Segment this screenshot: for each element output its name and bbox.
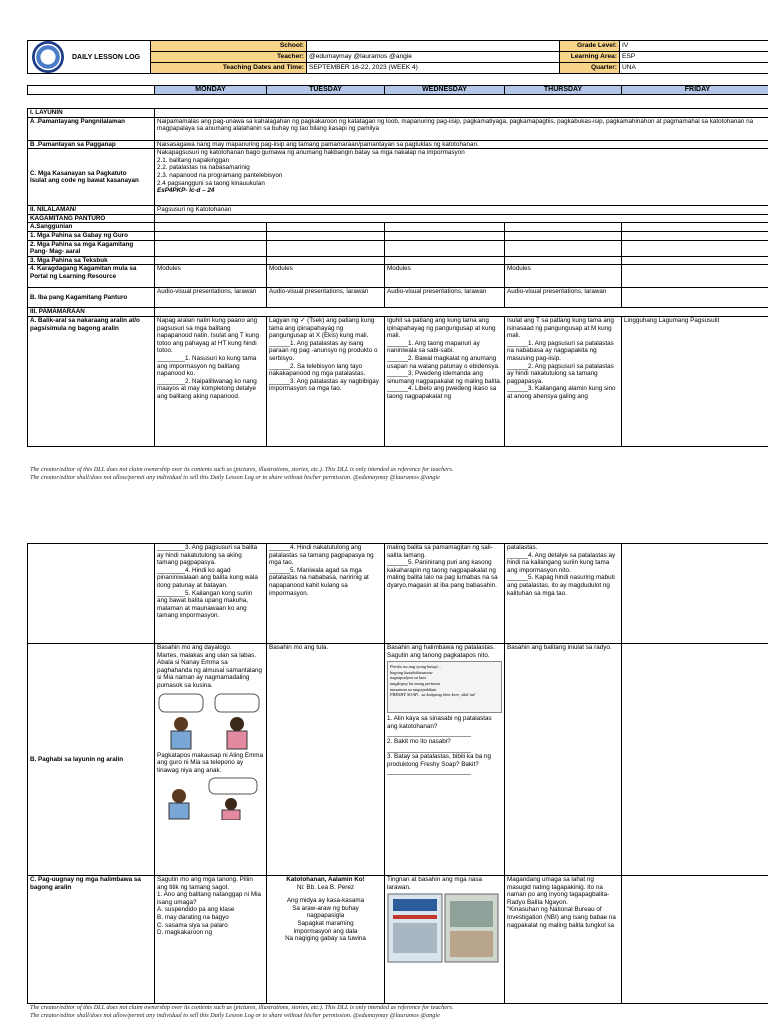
area-label: Learning Area: bbox=[560, 52, 620, 63]
kasanayan-cell bbox=[155, 149, 768, 206]
karagdagang-friday bbox=[622, 265, 768, 288]
empty-cell bbox=[505, 223, 622, 232]
pagganap-text: Naisasagawa nang may mapanuring pag-iisip ang tamang pamamaraan/pamantayan sa pagtuklas ng katotohanan. bbox=[155, 140, 768, 149]
news-photos bbox=[387, 893, 499, 963]
day-tuesday: TUESDAY bbox=[267, 86, 385, 95]
footer-line2: The creator/editor shall/does not allow/permit any individual to sell this Daily Lesson Log or to share without his/her permission. @edumaymay @lauramos @angie bbox=[30, 473, 440, 481]
nilalaman-text: Pagsusuri ng Katotohanan bbox=[155, 206, 768, 215]
balik-aral-cont-monday: ________3. Ang pagsusuri sa balita ay hindi nakatutulong sa aking tamang pagpapasya. ________4. Hindi ko agad pinaniniwalaan ang balita kung wala itong patunay at batayan. ________5. Kailangan kong suriin ang bawat balita upang makuha, malaman at maunawaan ko ang tamang impormasyon. bbox=[155, 544, 267, 644]
balik-aral-cont-thursday: patalastas. ______4. Ang detalye sa patalastas ay hindi na kailangang suriin kung tama ang impormasyon nito. ______5. Kapag hindi nasuring mabuti ang patalastas, ito ay magdudulot ng kalituhan sa mga tao. bbox=[505, 544, 622, 644]
dates-value: SEPTEMBER 18-22, 2023 (WEEK 4) bbox=[307, 63, 560, 74]
day-monday: MONDAY bbox=[155, 86, 267, 95]
empty-cell bbox=[28, 544, 155, 644]
footer-line1: The creator/editor of this DLL does not claim ownership over its contents such as (pictures, illustrations, stories, etc.). This DLL is only intended as reference for teachers. bbox=[30, 466, 454, 473]
empty-cell bbox=[622, 223, 768, 232]
empty-cell bbox=[622, 231, 768, 240]
lesson-table-page2 bbox=[27, 543, 768, 1004]
day-wednesday: WEDNESDAY bbox=[385, 86, 505, 95]
row-label-balik-aral: A. Balik-aral sa nakaraang aralin at/o pagsisimula ng bagong aralin bbox=[28, 316, 155, 446]
iba-monday: Audio-visual presentations, larawan bbox=[155, 288, 267, 308]
pangnilalaman-text: Naipamamalas ang pag-unawa sa kahalagahan ng pagkakaroon ng katatagan ng loob, mapanuring pag-iisip, pagkamatiyaga, pagkamapagtiis, pagkabukas-isip, pagkamahinahon at pagmamahal sa katotohanan na magpapalaya sa anumang alalahanin sa buhay ng tao bilang kasapi ng pamilya bbox=[155, 117, 768, 140]
paghabi-monday-cell bbox=[155, 644, 267, 876]
paghabi-wednesday-questions: 1. Alin kaya sa sinasabi ng patalastas ang katotohanan? ________________________ 2. Bakit mo ito nasabi? ________________________ 3. Batay sa patalastas, bibili ka ba ng produktong Freshy Soap? Bakit? ________________________ bbox=[387, 715, 492, 776]
header-table bbox=[27, 40, 768, 74]
paghabi-monday: Basahin mo ang dayalogo. Martes, malakas ang ulan sa labas. Abala si Nanay Emma sa paghahanda ng almusal samantalang si Mia naman ay nagmamadaling pumasok sa kusina. bbox=[157, 644, 263, 689]
header-title: DAILY LESSON LOG bbox=[71, 53, 141, 61]
paguugnay-wednesday: Tingnan at basahin ang mga nasa larawan. bbox=[387, 876, 482, 891]
quarter-value: UNA bbox=[620, 63, 768, 74]
paghabi-tuesday: Basahin mo ang tula. bbox=[267, 644, 385, 876]
row-label-gabay: 1. Mga Pahina sa Gabay ng Guro bbox=[28, 231, 155, 240]
school-value bbox=[307, 41, 560, 52]
area-value: ESP bbox=[620, 52, 768, 63]
balik-aral-thursday: Isulat ang T sa patlang kung tama ang isinasaad ng pangungusap at M kung mali. ______1. Ang pagsusuri sa patalastas na nababasa ay nagpapakita ng masusing pag-iisip. ______2. Ang pagsusuri sa patalastas ay hindi nakatutulong sa tamang pagpapasya. ______3. Kailangang alamin kung sino at anong ahensya galing ang bbox=[505, 316, 622, 446]
empty-cell bbox=[155, 109, 768, 118]
karagdagang-thursday: Modules bbox=[505, 265, 622, 288]
empty-cell bbox=[155, 231, 267, 240]
empty-cell bbox=[155, 308, 768, 317]
paghabi-friday bbox=[622, 644, 768, 876]
empty-cell bbox=[505, 231, 622, 240]
balik-aral-cont-wednesday: maling balita sa pamamagitan ng sali-salita lamang. ______5. Paninirang puri ang kasong kakaharapin ng taong nagpapakalat ng maling balita lalo na pag lumabas na sa dyaryo,magasin at iba pang babasahin. bbox=[385, 544, 505, 644]
paghabi-monday-after: Pagkatapos makausap ni Aling Emma ang guro ni Mia sa telepono ay tinawag niya ang anak. bbox=[157, 751, 264, 774]
balik-aral-monday: Napag aralan natin kung paano ang pagsusuri sa mga balitang napapanood natin. Isulat ang T kung totoo ang pahayag at HT kung hindi totoo. ________1. Nasusuri ko kung tama ang impormasyon ng balitang napanood ko. ________2. Naipaliliwanag ko nang maayos at may kompletong detalye ang balitang aking napanood. bbox=[155, 316, 267, 446]
empty-cell bbox=[622, 240, 768, 256]
karagdagang-wednesday: Modules bbox=[385, 265, 505, 288]
poem-author: Ni: Bb. Lea B. Perez bbox=[296, 883, 355, 891]
empty-cell bbox=[155, 256, 267, 265]
empty-cell bbox=[385, 231, 505, 240]
footer-line2: The creator/editor shall/does not allow/permit any individual to sell this Daily Lesson Log or to share without his/her permission. @edumaymay @lauramos @angie bbox=[30, 1011, 440, 1019]
footer-line1: The creator/editor of this DLL does not claim ownership over its contents such as (pictures, illustrations, stories, etc.). This DLL is only intended as reference for teachers. bbox=[30, 1004, 454, 1011]
empty-cell bbox=[622, 256, 768, 265]
section-kagamitan: KAGAMITANG PANTURO bbox=[28, 214, 155, 223]
days-blank bbox=[28, 86, 155, 95]
empty-cell bbox=[385, 223, 505, 232]
poem-title: Katotohanan, Aalamin Ko! bbox=[286, 876, 365, 883]
empty-cell bbox=[155, 223, 267, 232]
teacher-value: @edumaymay @lauramos @angie bbox=[307, 52, 560, 63]
karagdagang-tuesday: Modules bbox=[267, 265, 385, 288]
iba-tuesday: Audio-visual presentations, larawan bbox=[267, 288, 385, 308]
empty-cell bbox=[155, 214, 768, 223]
empty-cell bbox=[267, 231, 385, 240]
row-label-paghabi: B. Paghabi sa layunin ng aralin bbox=[28, 644, 155, 876]
paghabi-wednesday-cell bbox=[385, 644, 505, 876]
balik-aral-tuesday: Lagyan ng ✓ (Tsek) ang patlang kung tama ang ipinapahayag ng pangungusap at X (Ekis) kung mali. ______1. Ang patalastas ay isang paraan ng pag -anunsyo ng produkto o serbisyo. ______2. Sa telebisyon lang tayo nakakapanood ng mga patalastas. ______3. Ang patalastas ay nagbibigay impormasyon sa mga tao. bbox=[267, 316, 385, 446]
teacher-label: Teacher: bbox=[151, 52, 307, 63]
footer-page2 bbox=[30, 1004, 453, 1019]
lesson-table-page1 bbox=[27, 108, 768, 447]
phone-illustration bbox=[157, 776, 261, 820]
grade-value: IV bbox=[620, 41, 768, 52]
day-thursday: THURSDAY bbox=[505, 86, 622, 95]
paghabi-thursday: Basahin ang balitang iniulat sa radyo. bbox=[505, 644, 622, 876]
balik-aral-friday: Lingguhang Lagumang Pagsusulit bbox=[622, 316, 768, 446]
footer-page1 bbox=[30, 466, 453, 481]
empty-cell bbox=[622, 876, 768, 1004]
empty-cell bbox=[505, 240, 622, 256]
section-pamamaraan: III. PAMAMARAAN bbox=[28, 308, 155, 317]
dialogue-illustration bbox=[157, 692, 261, 750]
days-header bbox=[27, 85, 768, 95]
empty-cell bbox=[267, 256, 385, 265]
dates-label: Teaching Dates and Time: bbox=[151, 63, 307, 74]
paghabi-wednesday: Basahin ang halimbawa ng patalastas. Sagutin ang tanong pagkatapos nito. bbox=[387, 644, 495, 659]
kasanayan-code: EsP4PKP- Ic-d – 24 bbox=[157, 187, 215, 195]
day-friday: FRIDAY bbox=[622, 86, 768, 95]
paguugnay-tuesday-cell bbox=[267, 876, 385, 1004]
row-label-teksbuk: 3. Mga Pahina sa Teksbuk bbox=[28, 256, 155, 265]
section-layunin: I. LAYUNIN bbox=[28, 109, 155, 118]
school-label: School: bbox=[151, 41, 307, 52]
quarter-label: Quarter: bbox=[560, 63, 620, 74]
balik-aral-wednesday: Iguhit sa patlang ang kung tama ang ipinapahayag ng pangungusap at kung mali. ______1. Ang taong mapanuri ay naniniwala sa sabi-sabi. ______2. Bawal magkalat ng anumang usapan na walang patunay o ebidensya. ______3. Pwedeng idemanda ang sinumang nagpapakalat ng maling balita. ______4. Libelo ang pwedeng ikaso sa taong nagpapakalat ng bbox=[385, 316, 505, 446]
karagdagang-monday: Modules bbox=[155, 265, 267, 288]
advertisement-image: Presko na ang iyong kasuji... bagong kasaksikasanaw nagtapodyan sa kasi magkapoy ka mang pertman masaman sa mapepakikan FRESHY SOAP... sa katipung ilme kere, sikil na! bbox=[387, 661, 502, 713]
deped-seal-icon bbox=[32, 41, 64, 73]
poem-body: Ang midya ay kasa-kasama Sa araw-araw ng buhay nagpapasigla Sapagkat maraming impormasyon ang dala Na nagiging gabay sa tuwina bbox=[285, 897, 366, 943]
grade-label: Grade Level: bbox=[560, 41, 620, 52]
empty-cell bbox=[505, 256, 622, 265]
empty-cell bbox=[267, 240, 385, 256]
row-label-sanggunian: A.Sanggunian bbox=[28, 223, 155, 232]
row-label-iba: B. Iba pang Kagamitang Panturo bbox=[28, 288, 155, 308]
iba-thursday: Audio-visual presentations, larawan bbox=[505, 288, 622, 308]
empty-cell bbox=[385, 256, 505, 265]
row-label-pangnilalaman: A .Pamantayang Pangnilalaman bbox=[28, 117, 155, 140]
kasanayan-text: Nakapagsusuri ng katotohanan bago gumawa ng anumang hakbangin batay sa mga nakalap na impormasyon 2.1. balitang napakinggan 2.2. patalastas na nabasa/narinig 2.3. napanood na programang pantelebisyon 2.4 pagsangguni sa taong kinauukulan bbox=[157, 149, 465, 187]
row-label-paguugnay: C. Pag-uugnay ng mga halimbawa sa bagong aralin bbox=[28, 876, 155, 1004]
empty-cell bbox=[385, 240, 505, 256]
row-label-pagganap: B .Pamantayan sa Pagganap bbox=[28, 140, 155, 149]
row-label-kasanayan: C. Mga Kasanayan sa Pagkatuto Isulat ang code ng bawat kasanayan bbox=[28, 149, 155, 206]
iba-wednesday: Audio-visual presentations, larawan bbox=[385, 288, 505, 308]
empty-cell bbox=[267, 223, 385, 232]
section-nilalaman: II. NILALAMAN/ bbox=[28, 206, 155, 215]
paguugnay-thursday: Magandang umaga sa lahat ng masugid nating tagapakinig. Ito na naman po ang inyong tagapagbalita-Radyo Balita Ngayon. "Kinasuhan ng National Bureau of Investigation (NBI) ang isang babae na nagpakalat ng maling balita tungkol sa bbox=[505, 876, 622, 1004]
balik-aral-cont-tuesday: ______4. Hindi nakatutulong ang patalastas sa tamang pagpapasya ng mga tao. ______5. Maniwala agad sa mga patalastas na nababasa, naririnig at napapanood kahit kulang sa impormasyon. bbox=[267, 544, 385, 644]
row-label-kagamitang-mag-aaral: 2. Mga Pahina sa mga Kagamitang Pang- Mag- aaral bbox=[28, 240, 155, 256]
empty-cell bbox=[622, 544, 768, 644]
empty-cell bbox=[155, 240, 267, 256]
paguugnay-wednesday-cell bbox=[385, 876, 505, 1004]
row-label-karagdagang: 4. Karagdagang Kagamitan mula sa Portal ng Learning Resource bbox=[28, 265, 155, 288]
iba-friday bbox=[622, 288, 768, 308]
header-title-cell bbox=[28, 41, 151, 74]
paguugnay-monday: Sagutin mo ang mga tanong. Piliin ang titik ng tamang sagot. 1. Ano ang balitang natanggap ni Mia isang umaga? A. suspendido pa ang klase B. may darating na bagyo C. sasama siya sa palaro D. magkakaroon ng bbox=[155, 876, 267, 1004]
